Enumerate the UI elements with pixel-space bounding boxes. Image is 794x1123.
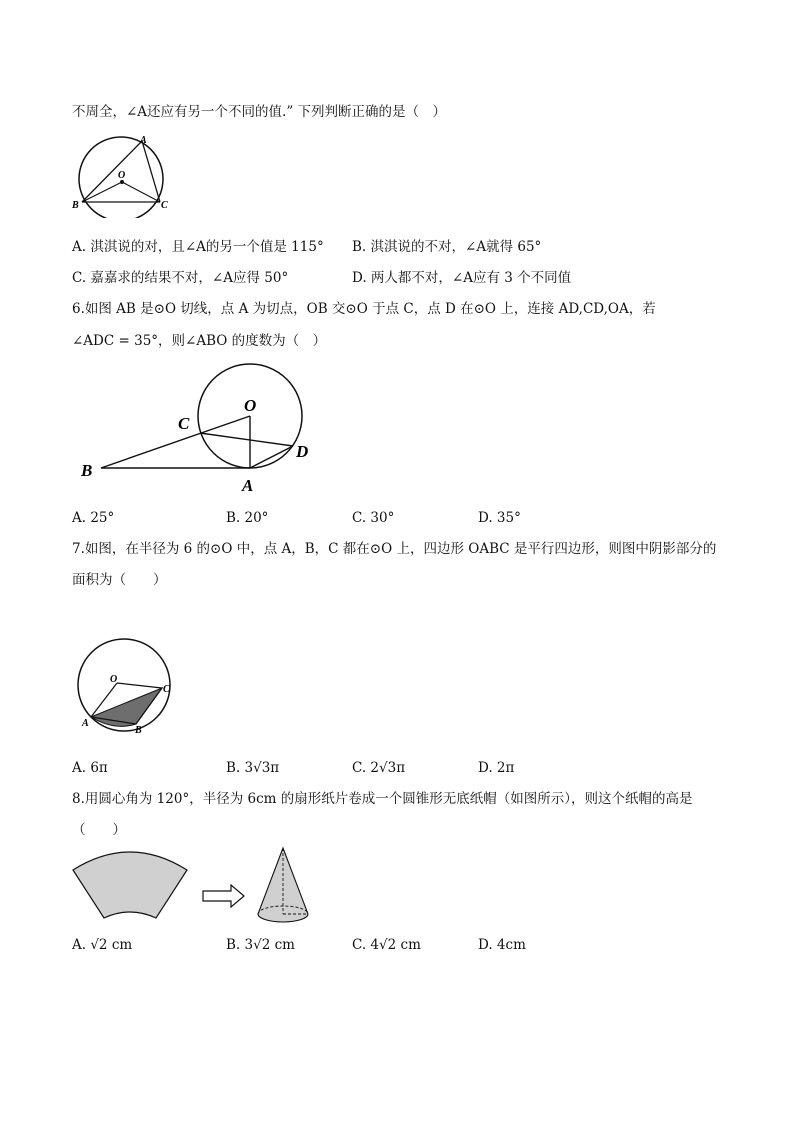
q5-label-o: O xyxy=(118,170,126,181)
q7-option-d: D. 2π xyxy=(478,760,515,776)
q6-option-a: A. 25° xyxy=(72,510,115,526)
q7-option-b: B. 3√3π xyxy=(226,760,280,776)
q8-option-c: C. 4√2 cm xyxy=(352,937,421,953)
q8-stem-line1: 8.用圆心角为 120°，半径为 6cm 的扇形纸片卷成一个圆锥形无底纸帽（如图所示），则这个纸帽的高是 xyxy=(72,791,693,807)
q5-label-b: B xyxy=(72,200,79,211)
q5-label-c: C xyxy=(161,200,168,211)
q8-option-d: D. 4cm xyxy=(478,937,526,953)
q8-cone-figure xyxy=(252,846,314,928)
q6-label-o: O xyxy=(244,396,257,415)
q6-stem-line1: 6.如图 AB 是⊙O 切线，点 A 为切点，OB 交⊙O 于点 C，点 D 在⊙O 上，连接 AD,CD,OA，若 xyxy=(72,301,656,317)
q7-stem-line1: 7.如图，在半径为 6 的⊙O 中，点 A，B，C 都在⊙O 上，四边形 OABC 是平行四边形，则图中阴影部分的 xyxy=(72,541,717,557)
arrow-icon xyxy=(202,884,246,908)
q7-label-c: C xyxy=(163,684,170,695)
q6-label-b: B xyxy=(81,461,93,480)
q7-label-b: B xyxy=(135,725,142,736)
q6-option-c: C. 30° xyxy=(352,510,395,526)
q5-stem-tail: 不周全，∠A还应有另一个不同的值.” 下列判断正确的是（ ） xyxy=(72,104,447,120)
q6-option-d: D. 35° xyxy=(478,510,521,526)
q6-tangent-figure xyxy=(75,360,325,498)
q8-option-a: A. √2 cm xyxy=(72,937,133,953)
q7-stem-line2: 面积为（ ） xyxy=(72,572,167,588)
q7-option-a: A. 6π xyxy=(72,760,108,776)
q5-option-c: C. 嘉嘉求的结果不对，∠A应得 50° xyxy=(72,270,289,286)
q8-option-b: B. 3√2 cm xyxy=(226,937,295,953)
q5-circle-figure xyxy=(70,132,180,218)
q6-label-a: A xyxy=(242,476,254,495)
q7-parallelogram-figure xyxy=(70,638,180,738)
q5-label-a: A xyxy=(140,135,147,146)
q7-label-a: A xyxy=(82,718,89,729)
q8-sector-figure xyxy=(72,846,190,926)
q5-option-b: B. 淇淇说的不对，∠A就得 65° xyxy=(352,239,542,255)
q6-label-c: C xyxy=(178,414,190,433)
q6-label-d: D xyxy=(296,442,309,461)
q5-option-a: A. 淇淇说的对，且∠A的另一个值是 115° xyxy=(72,239,324,255)
q6-option-b: B. 20° xyxy=(226,510,269,526)
q7-option-c: C. 2√3π xyxy=(352,760,406,776)
q5-option-d: D. 两人都不对，∠A应有 3 个不同值 xyxy=(352,270,572,286)
q6-stem-line2: ∠ADC = 35°，则∠ABO 的度数为（ ） xyxy=(72,333,327,349)
q7-label-o: O xyxy=(110,674,118,685)
q8-stem-line2: （ ） xyxy=(72,822,126,838)
